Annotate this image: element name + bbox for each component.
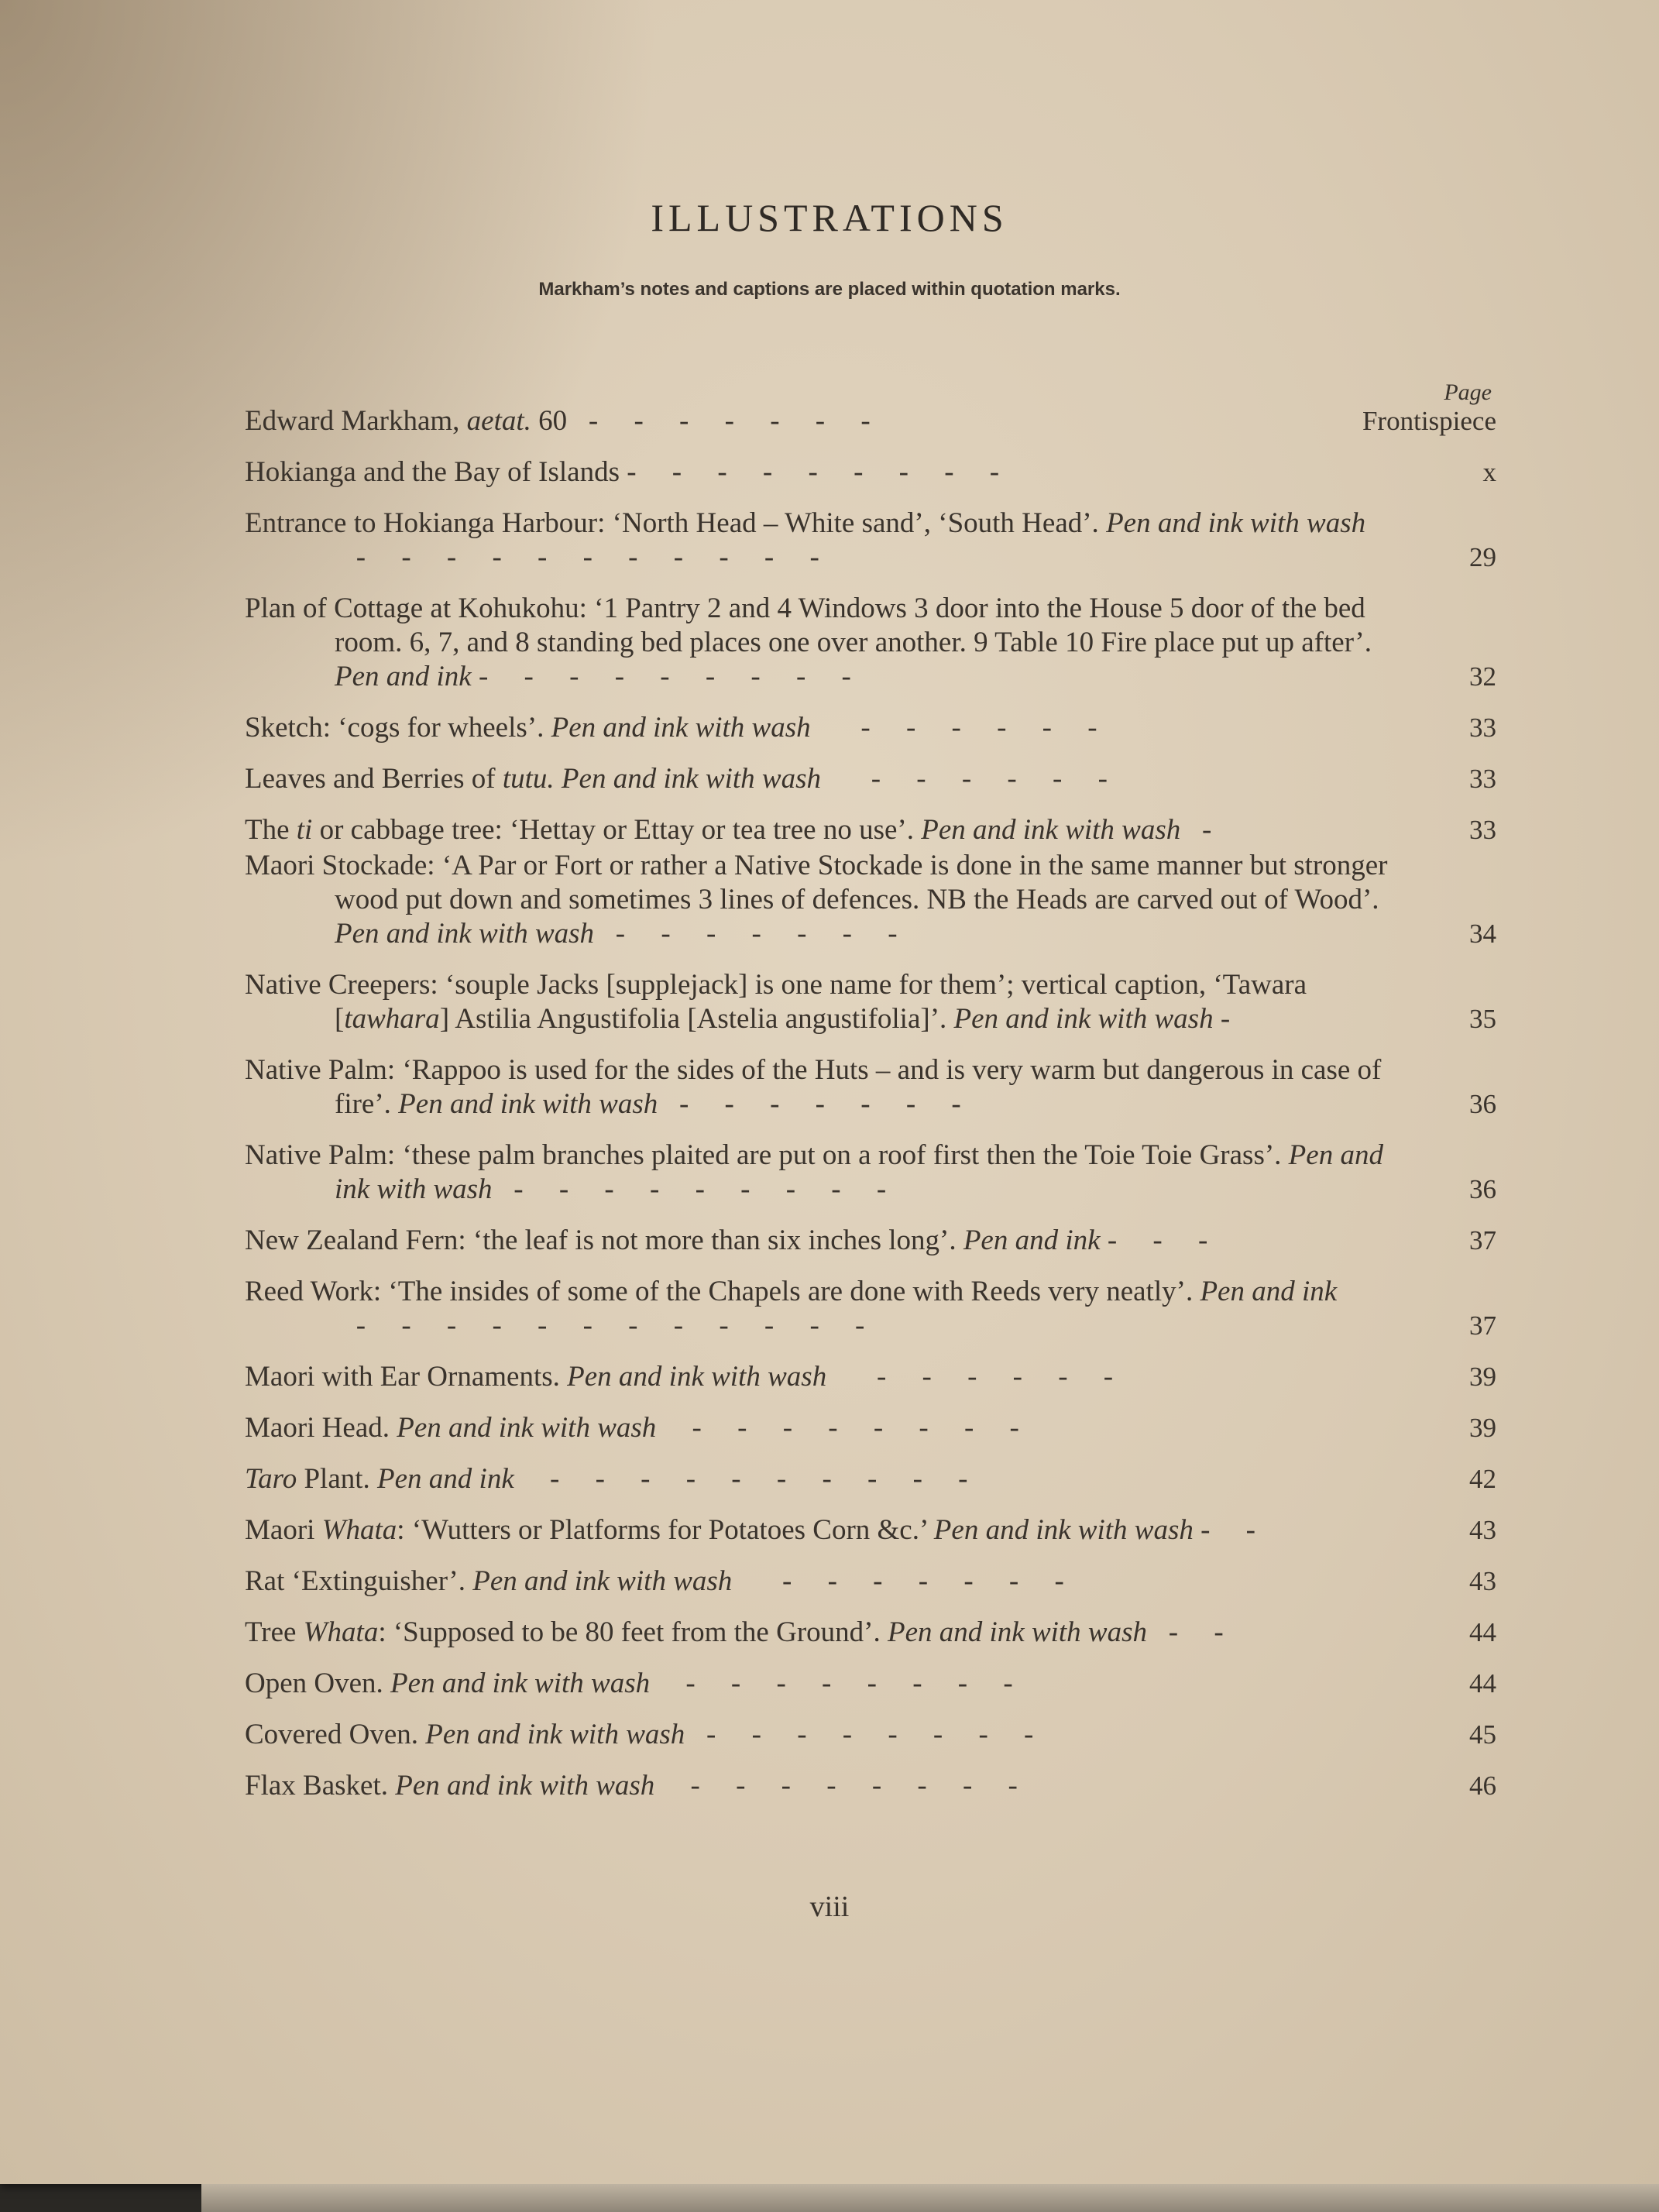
list-item [245,1462,1496,1496]
list-item [245,968,1496,1036]
entry-page-number: Frontispiece [1362,406,1496,436]
entry-caption: Edward Markham, aetat. 60 - - - - - - - [245,405,871,437]
editorial-note: Markham’s notes and captions are placed within quotation marks. [538,279,1121,300]
entry-caption: Maori Head. Pen and ink with wash - - - - - - - - [245,1412,1019,1444]
entry-page-number: 43 [1469,1566,1496,1596]
list-item [245,813,1496,847]
entry-caption: Tree Whata: ‘Supposed to be 80 feet from the Ground’. Pen and ink with wash - - [245,1616,1224,1648]
entry-page-number: 29 [1469,542,1496,572]
list-item [245,1513,1496,1547]
list-item [245,1139,1496,1207]
entry-page-number: 37 [1469,1310,1496,1341]
list-item [245,762,1496,796]
list-item [245,592,1496,694]
entry-page-number: 36 [1469,1174,1496,1204]
page-title: ILLUSTRATIONS [651,196,1008,239]
list-item [245,1053,1496,1121]
entry-caption: Taro Plant. Pen and ink - - - - - - - - - - [245,1463,968,1495]
entry-page-number: x [1482,457,1496,487]
entry-page-number: 33 [1469,815,1496,845]
entry-page-number: 35 [1469,1004,1496,1034]
entry-page-number: 42 [1469,1464,1496,1494]
illustration-list [245,404,1496,1820]
entry-page-number: 45 [1469,1719,1496,1750]
entry-caption: Reed Work: ‘The insides of some of the Chapels are done with Reeds very neatly’. Pen and ink - - - - - - - - - - - - [245,1276,1338,1341]
list-item [245,849,1496,951]
entry-page-number: 44 [1469,1668,1496,1698]
page-column-label: Page [1444,380,1492,405]
entry-page-number: 39 [1469,1413,1496,1443]
list-item [245,1224,1496,1258]
entry-page-number: 34 [1469,919,1496,949]
entry-caption: Rat ‘Extinguisher’. Pen and ink with wash - - - - - - - [245,1565,1064,1597]
list-item [245,1769,1496,1803]
list-item [245,1360,1496,1394]
entry-page-number: 46 [1469,1771,1496,1801]
entry-caption: Maori Stockade: ‘A Par or Fort or rather a Native Stockade is done in the same manner but stronger wood put down and sometimes 3 lines of defences. NB the Heads are carved out of Wood’. Pen and ink with wash - - - - - - - [245,850,1388,950]
entry-page-number: 32 [1469,661,1496,692]
entry-page-number: 39 [1469,1362,1496,1392]
list-item [245,1718,1496,1752]
list-item [245,711,1496,745]
entry-page-number: 37 [1469,1225,1496,1255]
entry-caption: Entrance to Hokianga Harbour: ‘North Head – White sand’, ‘South Head’. Pen and ink with wash - - - - - - - - - - - [245,507,1366,573]
entry-caption: Sketch: ‘cogs for wheels’. Pen and ink with wash - - - - - - [245,712,1097,744]
entry-caption: Open Oven. Pen and ink with wash - - - - - - - - [245,1668,1013,1699]
entry-page-number: 43 [1469,1515,1496,1545]
list-item [245,1667,1496,1701]
entry-page-number: 44 [1469,1617,1496,1647]
entry-caption: Maori Whata: ‘Wutters or Platforms for Potatoes Corn &c.’ Pen and ink with wash - - [245,1514,1255,1546]
entry-caption: Native Palm: ‘these palm branches plaited are put on a roof first then the Toie Toie Grass’. Pen and ink with wash - - - - - - - - - [245,1139,1383,1205]
entry-caption: New Zealand Fern: ‘the leaf is not more than six inches long’. Pen and ink - - - [245,1224,1208,1256]
entry-page-number: 33 [1469,764,1496,794]
entry-caption: Hokianga and the Bay of Islands - - - - - - - - - [245,456,1000,488]
entry-caption: The ti or cabbage tree: ‘Hettay or Ettay or tea tree no use’. Pen and ink with wash - [245,814,1212,846]
list-item [245,1616,1496,1650]
entry-caption: Plan of Cottage at Kohukohu: ‘1 Pantry 2 and 4 Windows 3 door into the House 5 door of the bed room. 6, 7, and 8 standing bed places one over another. 9 Table 10 Fire place put up after’. Pen and ink - - - - - - - - - [245,592,1372,692]
entry-page-number: 36 [1469,1089,1496,1119]
entry-page-number: 33 [1469,713,1496,743]
entry-caption: Native Palm: ‘Rappoo is used for the sides of the Huts – and is very warm but dangerous in case of fire’. Pen and ink with wash - - - - - - - [245,1054,1382,1120]
list-item [245,404,1496,438]
page-edge [201,2184,1659,2212]
entry-caption: Maori with Ear Ornaments. Pen and ink with wash - - - - - - [245,1361,1114,1393]
list-item [245,1565,1496,1599]
entry-caption: Native Creepers: ‘souple Jacks [supplejack] is one name for them’; vertical caption, ‘Tawara [tawhara] Astilia Angustifolia [Astelia angustifolia]’. Pen and ink with wash - [245,969,1307,1035]
entry-caption: Covered Oven. Pen and ink with wash - - - - - - - - [245,1719,1034,1750]
list-item [245,507,1496,575]
list-item [245,455,1496,489]
entry-caption: Leaves and Berries of tutu. Pen and ink with wash - - - - - - [245,763,1108,795]
list-item [245,1411,1496,1445]
list-item [245,1275,1496,1343]
entry-caption: Flax Basket. Pen and ink with wash - - - - - - - - [245,1770,1018,1802]
page-number: viii [809,1891,850,1923]
